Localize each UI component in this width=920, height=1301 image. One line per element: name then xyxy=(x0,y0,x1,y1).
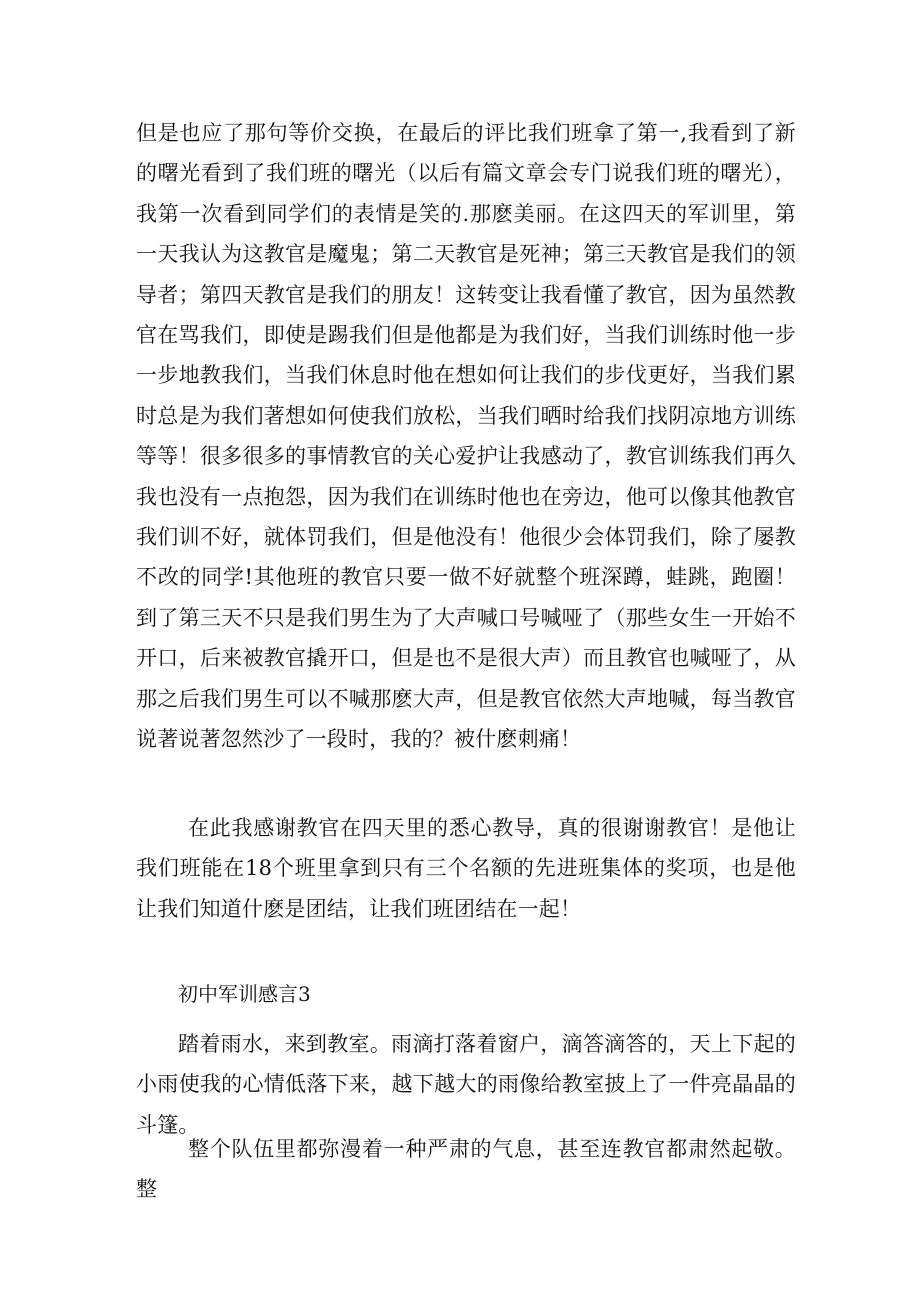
paragraph-serious-atmosphere: 整个队伍里都弥漫着一种严肃的气息，甚至连教官都肃然起敬。整 xyxy=(136,1137,796,1202)
section-heading: 初中军训感言3 xyxy=(178,982,311,1006)
paragraph-thanks-to-instructor: 在此我感谢教官在四天里的悉心教导，真的很谢谢教官！是他让我们班能在18个班里拿到只有三个名额的先进班集体的奖项，也是他让我们知道什麽是团结，让我们班团结在一起！ xyxy=(136,816,796,921)
paragraph-rainy-day: 踏着雨水，来到教室。雨滴打落着窗户，滴答滴答的，天上下起的小雨使我的心情低落下来，越下越大的雨像给教室披上了一件亮晶晶的斗篷。 xyxy=(136,1032,796,1137)
paragraph-military-training-reflection: 但是也应了那句等价交换，在最后的评比我们班拿了第一,我看到了新的曙光看到了我们班的曙光（以后有篇文章会专门说我们班的曙光），我第一次看到同学们的表情是笑的.那麽美丽。在这四天的军训里，第一天我认为这教官是魔鬼；第二天教官是死神；第三天教官是我们的领导者；第四天教官是我们的朋友！这转变让我看懂了教官，因为虽然教官在骂我们，即使是踢我们但是他都是为我们好，当我们训练时他一步一步地教我们，当我们休息时他在想如何让我们的步伐更好，当我们累时总是为我们著想如何使我们放松，当我们晒时给我们找阴凉地方训练等等！很多很多的事情教官的关心爱护让我感动了，教官训练我们再久我也没有一点抱怨，因为我们在训练时他也在旁边，他可以像其他教官我们训不好，就体罚我们，但是他没有！他很少会体罚我们，除了屡教不改的同学!其他班的教官只要一做不好就整个班深蹲，蛙跳，跑圈！到了第三天不只是我们男生为了大声喊口号喊哑了（那些女生一开始不开口，后来被教官撬开口，但是也不是很大声）而且教官也喊哑了，从那之后我们男生可以不喊那麽大声，但是教官依然大声地喊，每当教官说著说著忽然沙了一段时，我的？被什麽刺痛！ xyxy=(136,121,796,752)
